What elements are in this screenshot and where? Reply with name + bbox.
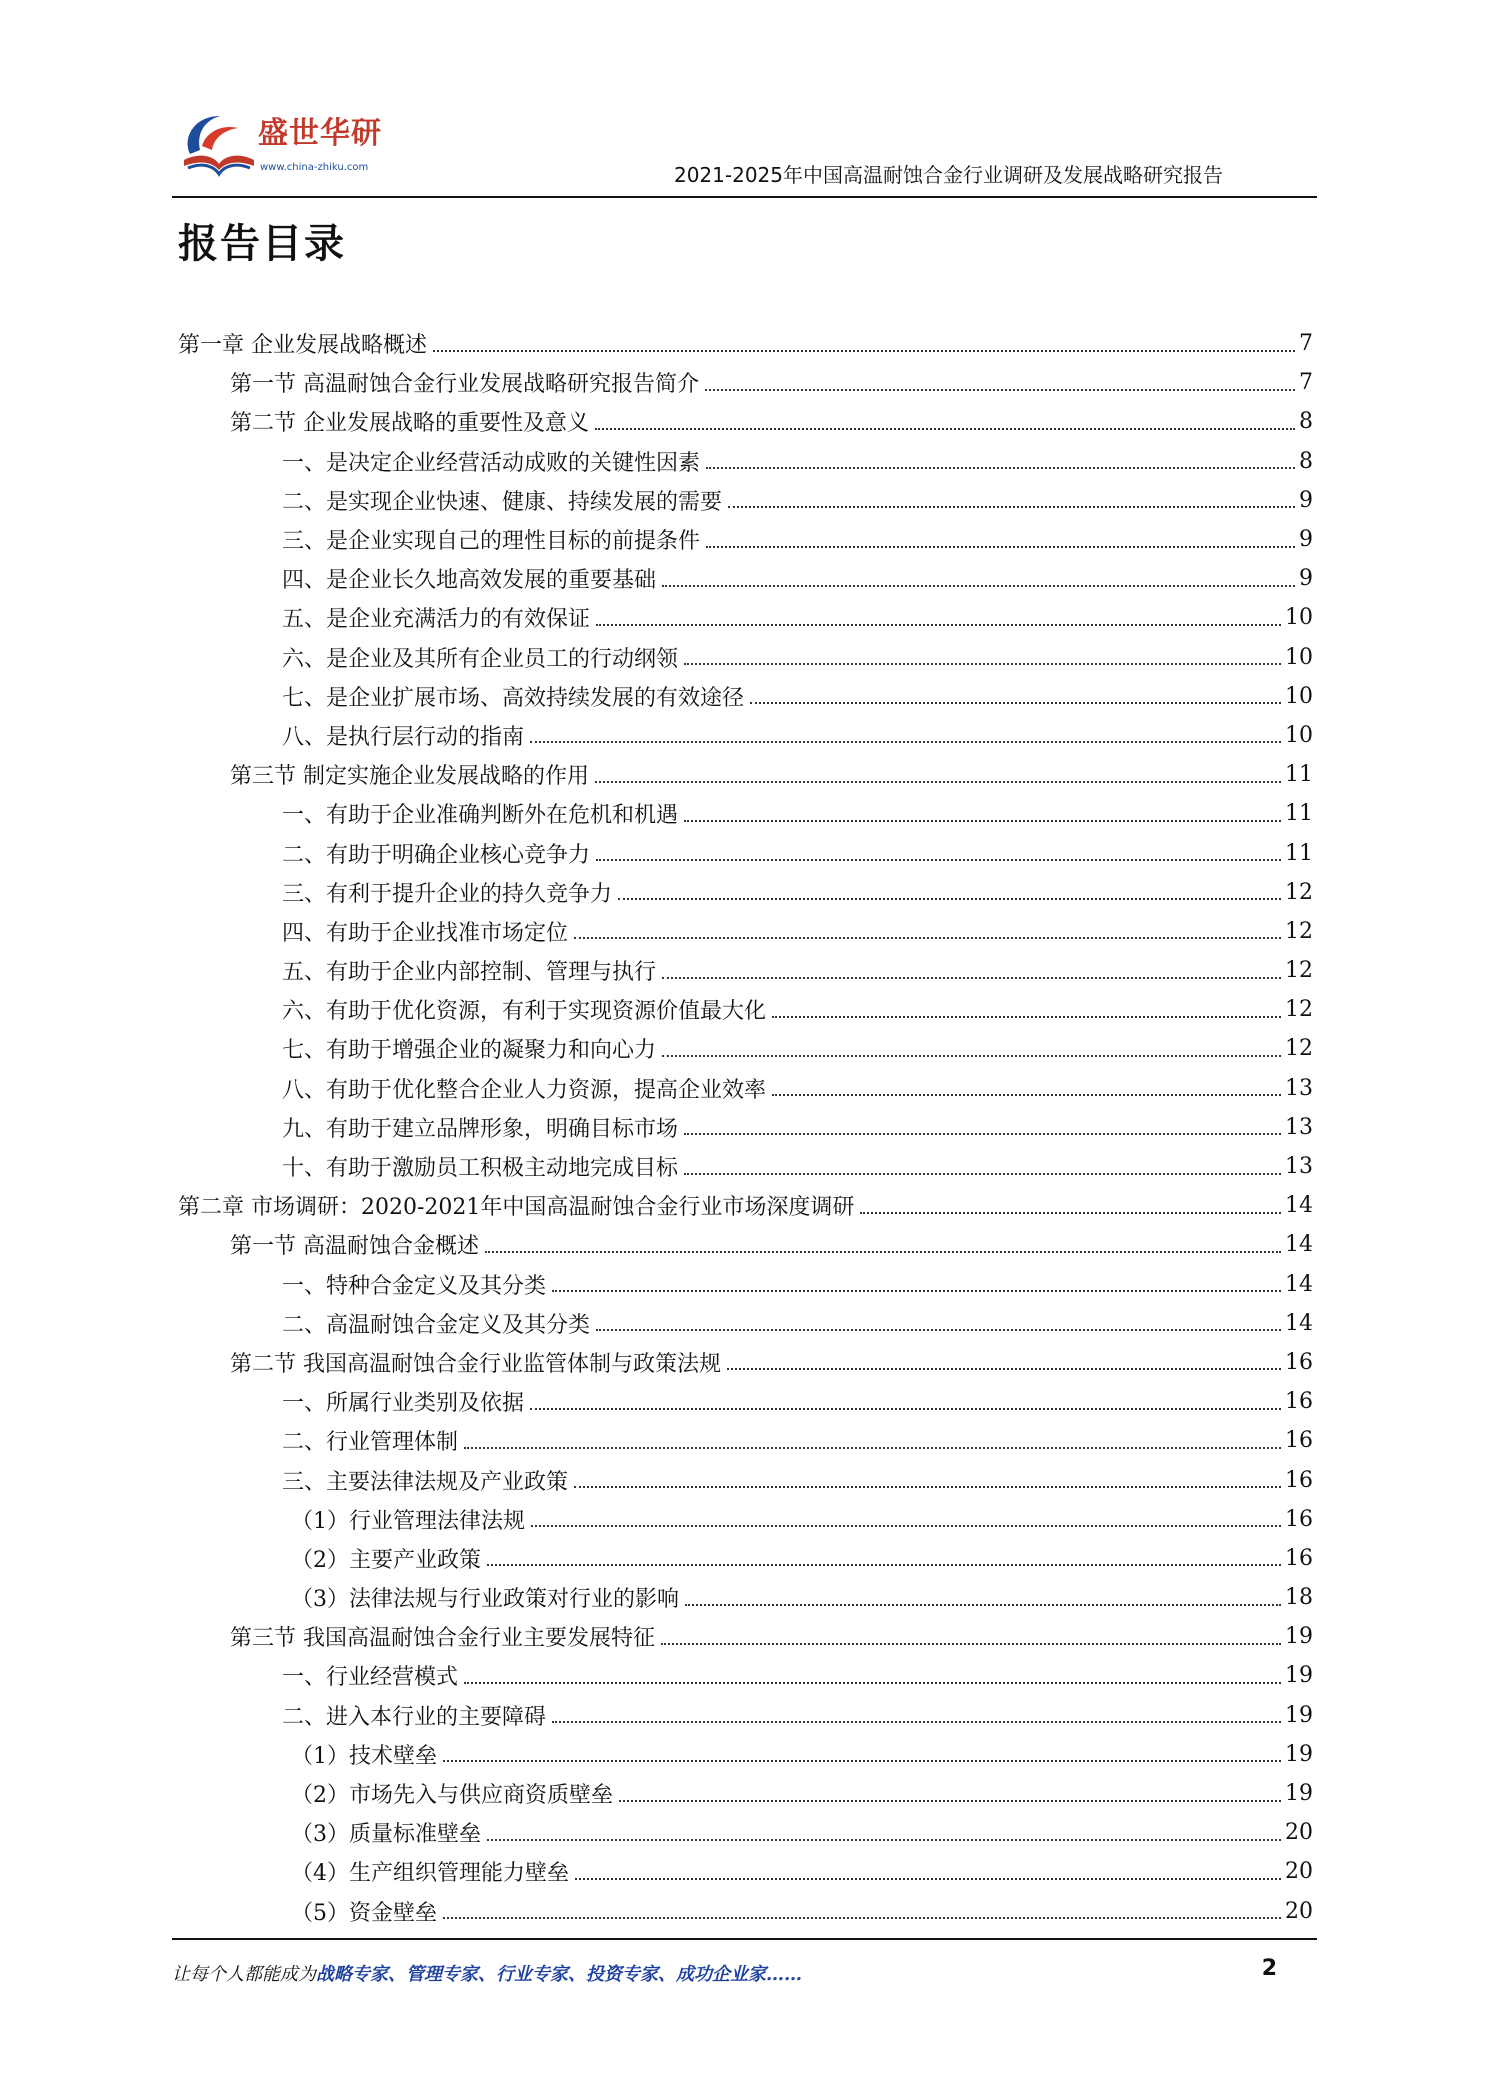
toc-page-number: 13: [1285, 1154, 1313, 1180]
toc-dot-leader: [530, 741, 1281, 743]
page-footer: [172, 1938, 1317, 2000]
toc-page-number: 12: [1285, 879, 1313, 905]
toc-page-number: 9: [1299, 527, 1313, 553]
toc-entry[interactable]: [178, 1539, 1313, 1578]
toc-entry[interactable]: [178, 1186, 1313, 1225]
toc-entry[interactable]: [178, 598, 1313, 637]
toc-page-number: 10: [1285, 722, 1313, 748]
toc-dot-leader: [531, 1525, 1281, 1527]
toc-entry[interactable]: [178, 1696, 1313, 1735]
footer-slogan: [172, 1960, 802, 1986]
toc-dot-leader: [575, 1878, 1281, 1880]
toc-page-number: 16: [1285, 1389, 1313, 1415]
toc-entry-title: 一、有助于企业准确判断外在危机和机遇: [282, 803, 679, 829]
toc-page-number: 8: [1299, 448, 1313, 474]
toc-dot-leader: [706, 546, 1295, 548]
toc-dot-leader: [662, 977, 1281, 979]
toc-dot-leader: [619, 1800, 1281, 1802]
toc-page-number: 10: [1285, 605, 1313, 631]
toc-entry[interactable]: [178, 794, 1313, 833]
toc-entry-title: 三、主要法律法规及产业政策: [282, 1469, 569, 1495]
toc-page-number: 9: [1299, 487, 1313, 513]
toc-page-number: 20: [1285, 1859, 1313, 1885]
toc-page-number: 14: [1285, 1310, 1313, 1336]
toc-dot-leader: [706, 467, 1295, 469]
toc-dot-leader: [443, 1760, 1281, 1762]
toc-entry-title: 三、有利于提升企业的持久竞争力: [282, 881, 613, 907]
footer-slogan-accent: 战略专家、管理专家、行业专家、投资专家、成功企业家……: [316, 1964, 802, 1985]
page-header: [172, 100, 1317, 198]
toc-dot-leader: [487, 1839, 1281, 1841]
toc-entry-title: 五、是企业充满活力的有效保证: [282, 607, 591, 633]
toc-page-number: 12: [1285, 958, 1313, 984]
toc-entry[interactable]: [178, 1460, 1313, 1499]
toc-entry[interactable]: [178, 1656, 1313, 1695]
toc-entry[interactable]: [178, 1774, 1313, 1813]
toc-entry-title: 十、有助于激励员工积极主动地完成目标: [282, 1156, 679, 1182]
toc-dot-leader: [685, 1604, 1281, 1606]
toc-entry[interactable]: [178, 402, 1313, 441]
toc-dot-leader: [552, 1290, 1281, 1292]
toc-dot-leader: [772, 1016, 1281, 1018]
brand-name: 盛世华研: [258, 116, 382, 151]
toc-page-number: 16: [1285, 1428, 1313, 1454]
toc-dot-leader: [684, 1133, 1281, 1135]
toc-entry-title: 二、高温耐蚀合金定义及其分类: [282, 1312, 591, 1338]
toc-page-number: 11: [1285, 762, 1313, 788]
toc-entry[interactable]: [178, 833, 1313, 872]
toc-entry-title: 第三节 我国高温耐蚀合金行业主要发展特征: [230, 1626, 655, 1652]
toc-page-number: 10: [1285, 644, 1313, 670]
toc-entry[interactable]: [178, 1069, 1313, 1108]
toc-dot-leader: [464, 1447, 1281, 1449]
toc-dot-leader: [574, 1486, 1281, 1488]
toc-entry[interactable]: [178, 1735, 1313, 1774]
toc-dot-leader: [530, 1408, 1281, 1410]
toc-dot-leader: [485, 1251, 1281, 1253]
toc-page-number: 16: [1285, 1349, 1313, 1375]
toc-dot-leader: [574, 937, 1281, 939]
toc-page-number: 11: [1285, 801, 1313, 827]
toc-page-number: 10: [1285, 683, 1313, 709]
book-swoosh-icon: [176, 110, 262, 180]
toc-page-number: 19: [1285, 1663, 1313, 1689]
page-number: 2: [1261, 1956, 1277, 1981]
toc-entry[interactable]: [178, 677, 1313, 716]
toc-entry[interactable]: [178, 912, 1313, 951]
brand-url: www.china-zhiku.com: [260, 162, 369, 173]
toc-page-number: 7: [1299, 370, 1313, 396]
toc-dot-leader: [595, 781, 1281, 783]
toc-page-number: 20: [1285, 1898, 1313, 1924]
toc-page-number: 13: [1285, 1114, 1313, 1140]
toc-page-number: 12: [1285, 997, 1313, 1023]
toc-dot-leader: [443, 1917, 1281, 1919]
toc-entry[interactable]: [178, 1617, 1313, 1656]
toc-dot-leader: [728, 506, 1295, 508]
toc-entry-title: 一、是决定企业经营活动成败的关键性因素: [282, 450, 701, 476]
toc-page-number: 16: [1285, 1506, 1313, 1532]
toc-entry-title: 第二节 企业发展战略的重要性及意义: [230, 411, 589, 437]
toc-entry-title: 六、有助于优化资源，有利于实现资源价值最大化: [282, 999, 767, 1025]
toc-dot-leader: [661, 1643, 1281, 1645]
toc-entry-title: 八、是执行层行动的指南: [282, 724, 525, 750]
report-title: 2021-2025年中国高温耐蚀合金行业调研及发展战略研究报告: [673, 163, 1223, 187]
toc-entry[interactable]: [178, 1421, 1313, 1460]
toc-dot-leader: [705, 389, 1295, 391]
toc-page-number: 8: [1299, 409, 1313, 435]
toc-entry[interactable]: [178, 442, 1313, 481]
toc-dot-leader: [596, 624, 1281, 626]
toc-entry-title: 第三节 制定实施企业发展战略的作用: [230, 764, 589, 790]
toc-entry[interactable]: [178, 990, 1313, 1029]
toc-entry-title: 一、行业经营模式: [282, 1665, 459, 1691]
toc-dot-leader: [596, 859, 1281, 861]
toc-entry-title: 九、有助于建立品牌形象，明确目标市场: [282, 1116, 679, 1142]
toc-entry-title: 一、特种合金定义及其分类: [282, 1273, 547, 1299]
toc-entry-title: 第一节 高温耐蚀合金概述: [230, 1234, 479, 1260]
toc-entry[interactable]: [178, 520, 1313, 559]
toc-entry-title: 第二节 我国高温耐蚀合金行业监管体制与政策法规: [230, 1351, 721, 1377]
toc-entry-title: （1）技术壁垒: [291, 1743, 437, 1769]
toc-page-number: 14: [1285, 1193, 1313, 1219]
toc-entry-title: 第一节 高温耐蚀合金行业发展战略研究报告简介: [230, 372, 699, 398]
toc-entry[interactable]: [178, 1382, 1313, 1421]
toc-entry[interactable]: [178, 873, 1313, 912]
toc-dot-leader: [684, 820, 1281, 822]
toc-entry[interactable]: [178, 324, 1313, 363]
footer-slogan-prefix: 让每个人都能成为: [172, 1964, 316, 1985]
toc-page-number: 20: [1285, 1820, 1313, 1846]
toc-dot-leader: [464, 1682, 1281, 1684]
toc-entry-title: 七、有助于增强企业的凝聚力和向心力: [282, 1038, 657, 1064]
toc-page-number: 12: [1285, 1036, 1313, 1062]
toc-entry-title: 八、有助于优化整合企业人力资源，提高企业效率: [282, 1077, 767, 1103]
toc-entry-title: 六、是企业及其所有企业员工的行动纲领: [282, 646, 679, 672]
toc-entry-title: （5）资金壁垒: [291, 1900, 437, 1926]
toc-entry-title: 一、所属行业类别及依据: [282, 1391, 525, 1417]
toc-page-number: 16: [1285, 1545, 1313, 1571]
toc-page-number: 11: [1285, 840, 1313, 866]
toc-entry-title: 七、是企业扩展市场、高效持续发展的有效途径: [282, 685, 745, 711]
toc-dot-leader: [750, 702, 1281, 704]
toc-dot-leader: [618, 898, 1281, 900]
toc-page-number: 19: [1285, 1624, 1313, 1650]
toc-entry[interactable]: [178, 1304, 1313, 1343]
toc-entry[interactable]: [178, 951, 1313, 990]
toc-page-number: 19: [1285, 1702, 1313, 1728]
toc-dot-leader: [772, 1094, 1281, 1096]
toc-page-number: 14: [1285, 1271, 1313, 1297]
toc-page-number: 13: [1285, 1075, 1313, 1101]
toc-page-number: 18: [1285, 1585, 1313, 1611]
toc-page-number: 9: [1299, 566, 1313, 592]
toc-dot-leader: [727, 1368, 1281, 1370]
toc-dot-leader: [684, 1173, 1281, 1175]
toc-dot-leader: [662, 585, 1295, 587]
toc-entry[interactable]: [178, 755, 1313, 794]
toc-entry-title: 三、是企业实现自己的理性目标的前提条件: [282, 529, 701, 555]
toc-entry-title: 四、是企业长久地高效发展的重要基础: [282, 568, 657, 594]
toc-dot-leader: [433, 350, 1295, 352]
toc-page-number: 14: [1285, 1232, 1313, 1258]
toc-entry[interactable]: [178, 1813, 1313, 1852]
toc-entry[interactable]: [178, 1029, 1313, 1068]
toc-entry[interactable]: [178, 1852, 1313, 1891]
toc-entry[interactable]: [178, 1500, 1313, 1539]
toc-entry[interactable]: [178, 1108, 1313, 1147]
toc-entry-title: 二、行业管理体制: [282, 1430, 459, 1456]
toc-entry-title: 四、有助于企业找准市场定位: [282, 920, 569, 946]
toc-dot-leader: [684, 663, 1281, 665]
toc-entry[interactable]: [178, 1578, 1313, 1617]
toc-page-number: 7: [1299, 331, 1313, 357]
toc-entry-title: 二、是实现企业快速、健康、持续发展的需要: [282, 489, 723, 515]
toc-entry-title: 第二章 市场调研：2020-2021年中国高温耐蚀合金行业市场深度调研: [178, 1195, 855, 1221]
toc-entry[interactable]: [178, 1343, 1313, 1382]
toc-entry[interactable]: [178, 716, 1313, 755]
toc-entry[interactable]: [178, 363, 1313, 402]
toc-entry-title: （1）行业管理法律法规: [291, 1508, 525, 1534]
toc-entry[interactable]: [178, 1225, 1313, 1264]
toc-entry-title: （2）市场先入与供应商资质壁垒: [291, 1783, 613, 1809]
toc-entry-title: 二、进入本行业的主要障碍: [282, 1704, 547, 1730]
toc-dot-leader: [860, 1212, 1281, 1214]
toc-entry[interactable]: [178, 638, 1313, 677]
toc-entry[interactable]: [178, 1147, 1313, 1186]
toc-entry-title: 二、有助于明确企业核心竞争力: [282, 842, 591, 868]
table-of-contents: [178, 324, 1313, 1931]
toc-page-number: 16: [1285, 1467, 1313, 1493]
toc-dot-leader: [595, 428, 1295, 430]
toc-entry-title: （3）质量标准壁垒: [291, 1822, 481, 1848]
toc-entry[interactable]: [178, 1892, 1313, 1931]
toc-page-number: 19: [1285, 1781, 1313, 1807]
page-title: 报告目录: [178, 221, 346, 267]
toc-entry-title: （3）法律法规与行业政策对行业的影响: [291, 1587, 679, 1613]
toc-dot-leader: [487, 1564, 1281, 1566]
toc-entry-title: （2）主要产业政策: [291, 1547, 481, 1573]
toc-entry-title: （4）生产组织管理能力壁垒: [291, 1861, 569, 1887]
brand-logo: [176, 104, 436, 184]
toc-page-number: 19: [1285, 1741, 1313, 1767]
toc-dot-leader: [662, 1055, 1281, 1057]
toc-dot-leader: [596, 1329, 1281, 1331]
toc-entry-title: 第一章 企业发展战略概述: [178, 333, 427, 359]
toc-page-number: 12: [1285, 918, 1313, 944]
toc-entry[interactable]: [178, 1265, 1313, 1304]
toc-entry-title: 五、有助于企业内部控制、管理与执行: [282, 960, 657, 986]
toc-entry[interactable]: [178, 559, 1313, 598]
toc-dot-leader: [552, 1721, 1281, 1723]
toc-entry[interactable]: [178, 481, 1313, 520]
